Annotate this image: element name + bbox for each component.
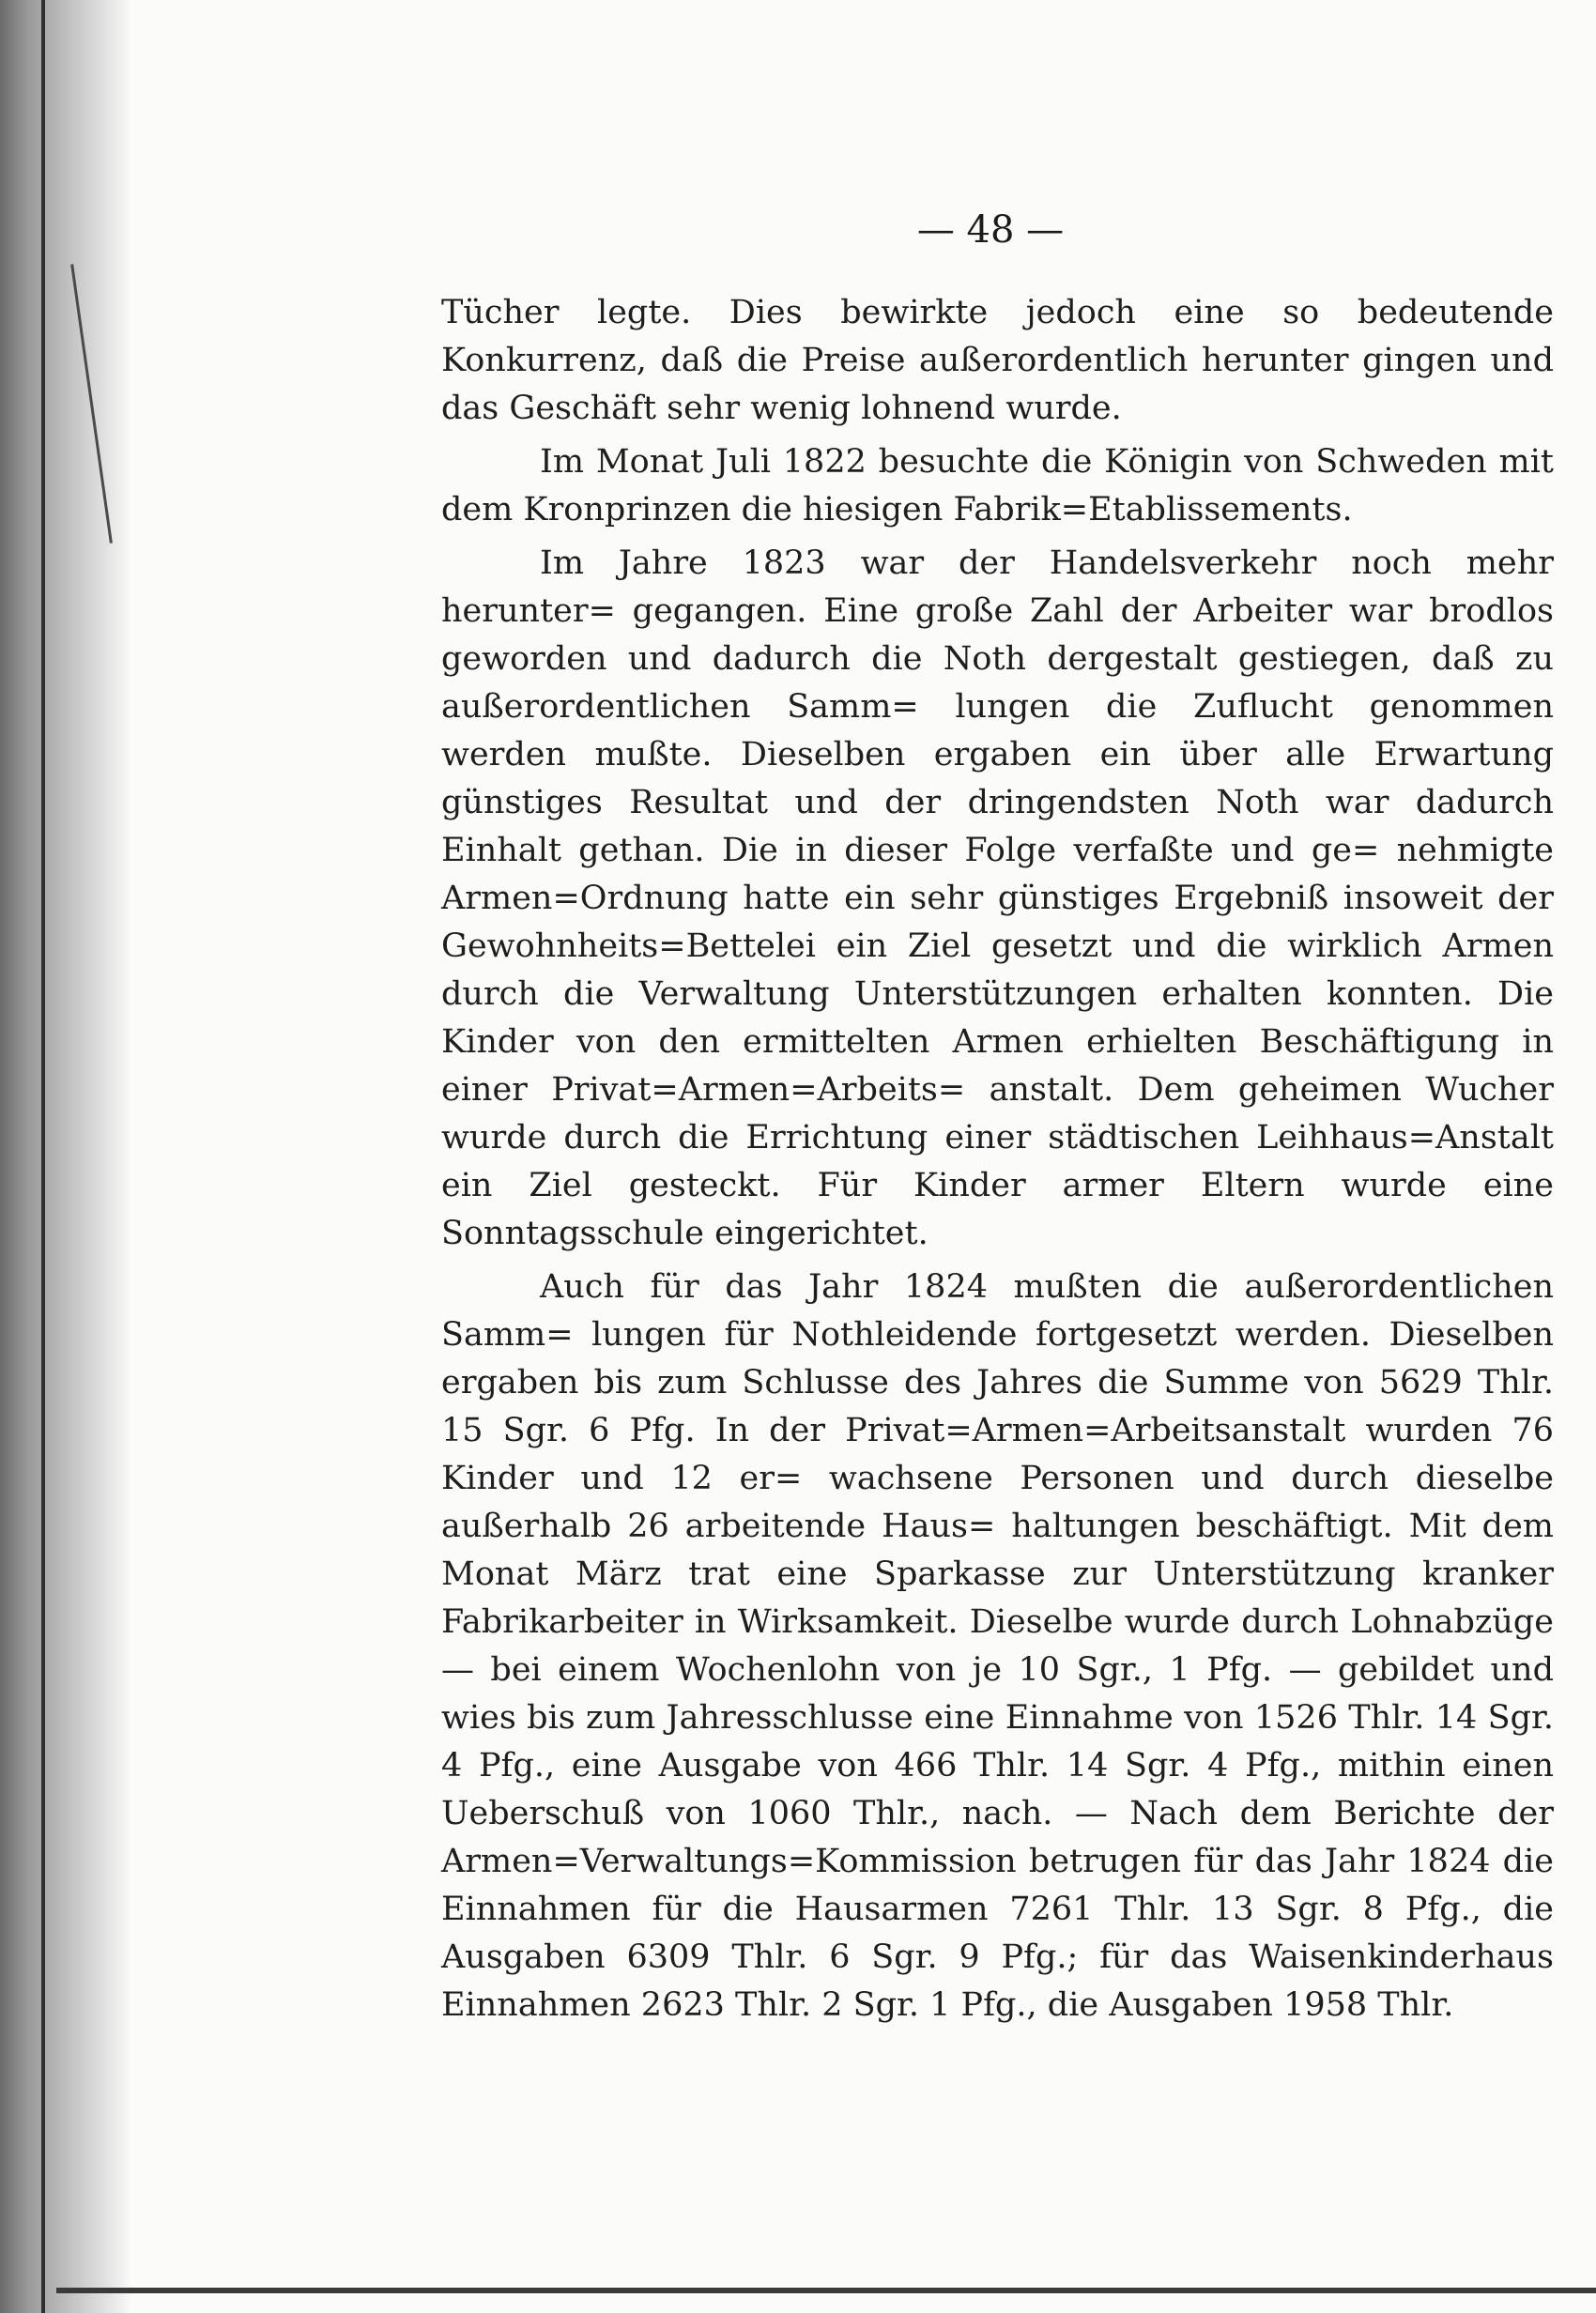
page-number: — 48 — xyxy=(916,208,1065,252)
bottom-edge-rule xyxy=(56,2288,1596,2293)
binding-gutter-shadow xyxy=(0,0,131,2313)
binding-edge-line xyxy=(41,0,45,2313)
body-text xyxy=(441,289,1554,2035)
paragraph: Auch für das Jahr 1824 mußten die außerordentlichen Samm= lungen für Nothleidende fortgesetzt werden. Dieselben ergaben bis zum Schlusse des Jahres die Summe von 5629 Thlr. 15 Sgr. 6 Pfg. In der Privat=Armen=Arbeitsanstalt wurden 76 Kinder und 12 er= wachsene Personen und durch dieselbe außerhalb 26 arbeitende Haus= haltungen beschäftigt. Mit dem Monat März trat eine Sparkasse zur Unterstützung kranker Fabrikarbeiter in Wirksamkeit. Dieselbe wurde durch Lohnabzüge — bei einem Wochenlohn von je 10 Sgr., 1 Pfg. — gebildet und wies bis zum Jahresschlusse eine Einnahme von 1526 Thlr. 14 Sgr. 4 Pfg., eine Ausgabe von 466 Thlr. 14 Sgr. 4 Pfg., mithin einen Ueberschuß von 1060 Thlr., nach. — Nach dem Berichte der Armen=Verwaltungs=Kommission betrugen für das Jahr 1824 die Einnahmen für die Hausarmen 7261 Thlr. 13 Sgr. 8 Pfg., die Ausgaben 6309 Thlr. 6 Sgr. 9 Pfg.; für das Waisenkinderhaus Einnahmen 2623 Thlr. 2 Sgr. 1 Pfg., die Ausgaben 1958 Thlr. xyxy=(441,1268,1554,2024)
paragraph: Im Monat Juli 1822 besuchte die Königin von Schweden mit dem Kronprinzen die hiesigen Fabrik=Etablissements. xyxy=(441,443,1554,528)
paragraph: Im Jahre 1823 war der Handelsverkehr noch mehr herunter= gegangen. Eine große Zahl der Arbeiter war brodlos geworden und dadurch die Noth dergestalt gestiegen, daß zu außerordentlichen Samm= lungen die Zuflucht genommen werden mußte. Dieselben ergaben ein über alle Erwartung günstiges Resultat und der dringendsten Noth war dadurch Einhalt gethan. Die in dieser Folge verfaßte und ge= nehmigte Armen=Ordnung hatte ein sehr günstiges Ergebniß insoweit der Gewohnheits=Bettelei ein Ziel gesetzt und die wirklich Armen durch die Verwaltung Unterstützungen erhalten konnten. Die Kinder von den ermittelten Armen erhielten Beschäftigung in einer Privat=Armen=Arbeits= anstalt. Dem geheimen Wucher wurde durch die Errichtung einer städtischen Leihhaus=Anstalt ein Ziel gesteckt. Für Kinder armer Eltern wurde eine Sonntagsschule eingerichtet. xyxy=(441,544,1554,1252)
paragraph: Tücher legte. Dies bewirkte jedoch eine so bedeutende Konkurrenz, daß die Preise außerordentlich herunter gingen und das Geschäft sehr wenig lohnend wurde. xyxy=(441,294,1554,427)
